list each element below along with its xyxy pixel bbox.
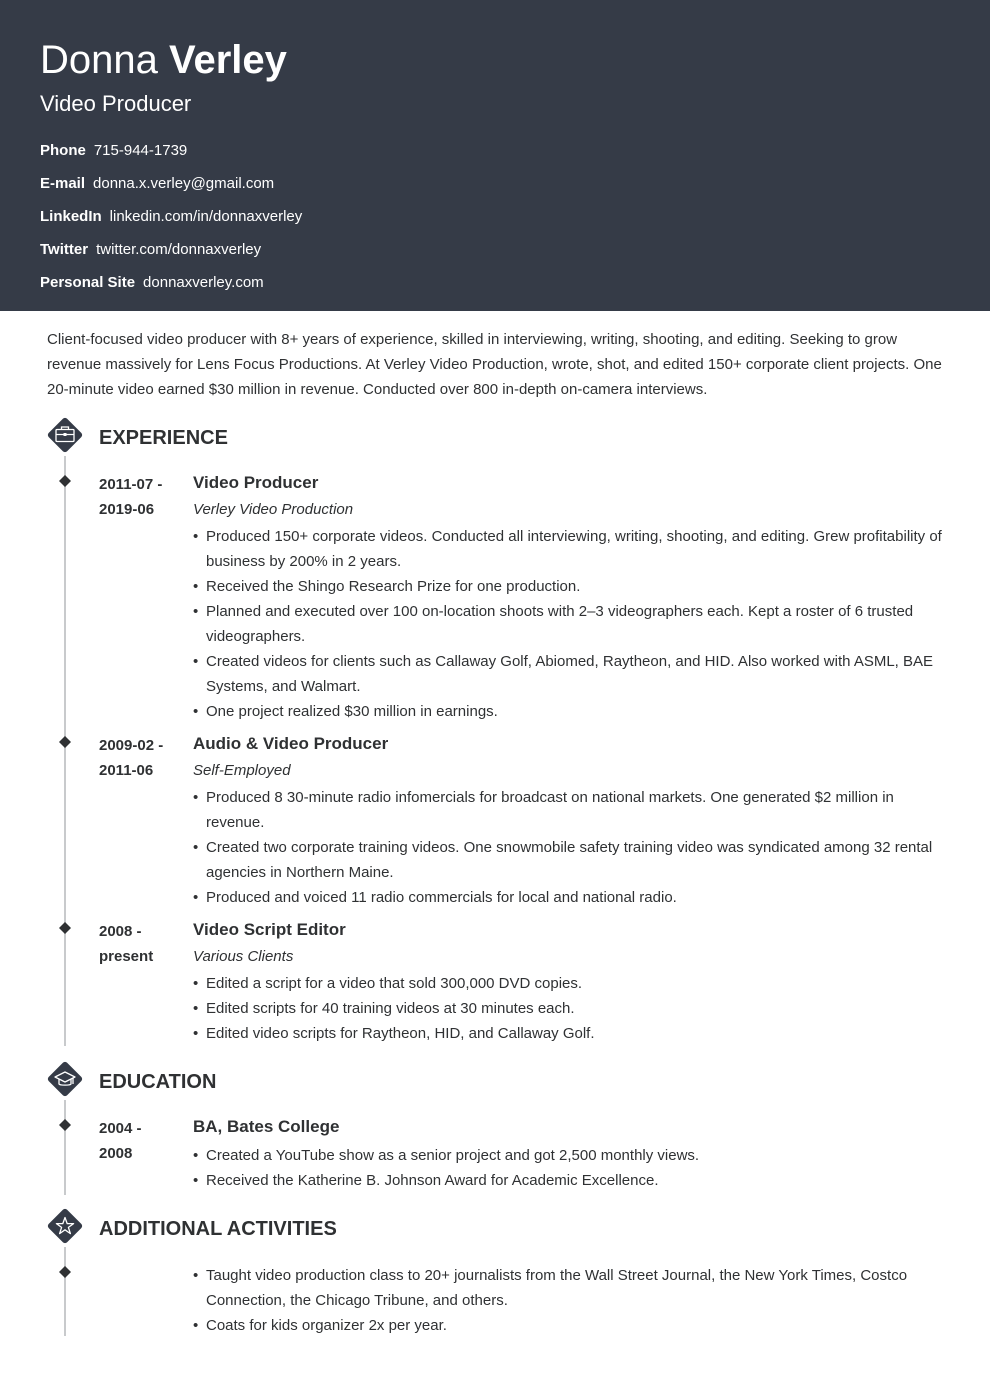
list-item: • Produced and voiced 11 radio commercials for local and national radio. — [193, 885, 948, 910]
summary-paragraph: Client-focused video producer with 8+ years of experience, skilled in interviewing, writing, shooting, and editing. Seeking to grow revenue massively for Lens Focus Productions. At Verley Video Production, wrote, shot, and edited 150+ corporate client projects. One 20-minute video earned $30 million in revenue. Conducted over 800 in-depth on-camera interviews. — [47, 331, 942, 398]
timeline-line — [64, 456, 66, 1046]
timeline-line — [64, 1247, 66, 1336]
entry-bullets — [193, 971, 948, 1046]
resume-header — [0, 0, 990, 311]
section-title-experience: EXPERIENCE — [99, 427, 228, 449]
job-title: Video Producer — [40, 91, 192, 116]
contact-phone — [40, 140, 302, 173]
contact-label: Twitter — [40, 241, 89, 258]
entry-date — [99, 919, 179, 969]
list-item: • Received the Katherine B. Johnson Award for Academic Excellence. — [193, 1168, 948, 1193]
entry-org: Verley Video Production — [193, 501, 354, 518]
list-item: • Coats for kids organizer 2x per year. — [193, 1313, 948, 1338]
entry-org: Self-Employed — [193, 762, 291, 779]
entry-body — [193, 1263, 948, 1338]
list-item: • Created two corporate training videos. One snowmobile safety training video was syndicated among 32 rental agencies in Northern Maine. — [193, 835, 948, 885]
entry-date — [99, 472, 179, 522]
linkedin-value[interactable]: linkedin.com/in/donnaxverley — [109, 208, 303, 225]
list-item: • One project realized $30 million in earnings. — [193, 699, 948, 724]
list-item: • Created videos for clients such as Callaway Golf, Abiomed, Raytheon, and HID. Also worked with ASML, BAE Systems, and Walmart. — [193, 649, 948, 699]
list-item: • Edited video scripts for Raytheon, HID, and Callaway Golf. — [193, 1021, 948, 1046]
date-start: 2008 - — [99, 923, 142, 940]
list-item: • Received the Shingo Research Prize for one production. — [193, 574, 948, 599]
date-end: 2008 — [99, 1145, 133, 1162]
section-title-activities: ADDITIONAL ACTIVITIES — [99, 1218, 337, 1240]
date-start: 2011-07 - — [99, 476, 163, 493]
contact-linkedin — [40, 206, 302, 239]
timeline-diamond-icon — [59, 1266, 71, 1278]
entry-title: Video Script Editor — [193, 920, 346, 939]
list-item: • Produced 8 30-minute radio infomercials for broadcast on national markets. One generated $2 million in revenue. — [193, 785, 948, 835]
date-start: 2004 - — [99, 1120, 142, 1137]
timeline-diamond-icon — [59, 922, 71, 934]
date-end: 2011-06 — [99, 762, 154, 779]
contact-personal-site — [40, 272, 302, 305]
timeline-diamond-icon — [59, 736, 71, 748]
candidate-name — [40, 37, 287, 83]
entry-bullets — [193, 785, 948, 910]
timeline-diamond-icon — [59, 1119, 71, 1131]
entry-body — [193, 1116, 948, 1193]
personal-site-value[interactable]: donnaxverley.com — [143, 274, 264, 291]
contact-label: LinkedIn — [40, 208, 102, 225]
entry-title: BA, Bates College — [193, 1117, 340, 1136]
entry-body — [193, 472, 948, 724]
entry-title: Video Producer — [193, 473, 319, 492]
entry-bullets — [193, 1143, 948, 1193]
list-item: • Created a YouTube show as a senior project and got 2,500 monthly views. — [193, 1143, 948, 1168]
email-value[interactable]: donna.x.verley@gmail.com — [93, 175, 275, 192]
contact-list — [40, 140, 302, 305]
entry-title: Audio & Video Producer — [193, 734, 389, 753]
star-icon — [44, 1205, 86, 1247]
list-item: • Edited scripts for 40 training videos at 30 minutes each. — [193, 996, 948, 1021]
briefcase-icon — [44, 414, 86, 456]
contact-label: Personal Site — [40, 274, 136, 291]
entry-bullets — [193, 524, 948, 724]
entry-body — [193, 919, 948, 1046]
twitter-value[interactable]: twitter.com/donnaxverley — [96, 241, 262, 258]
date-end: 2019-06 — [99, 501, 155, 518]
contact-label: E-mail — [40, 175, 86, 192]
phone-value: 715-944-1739 — [93, 142, 188, 159]
last-name: Verley — [169, 38, 287, 82]
list-item: • Edited a script for a video that sold 300,000 DVD copies. — [193, 971, 948, 996]
list-item: • Planned and executed over 100 on-location shoots with 2–3 videographers each. Kept a roster of 6 trusted videographers. — [193, 599, 948, 649]
contact-twitter — [40, 239, 302, 272]
first-name: Donna — [40, 38, 158, 82]
contact-email — [40, 173, 302, 206]
entry-bullets — [193, 1263, 948, 1338]
contact-label: Phone — [40, 142, 86, 159]
entry-date — [99, 733, 179, 783]
entry-org: Various Clients — [193, 948, 294, 965]
section-title-education: EDUCATION — [99, 1071, 217, 1093]
timeline-diamond-icon — [59, 475, 71, 487]
date-start: 2009-02 - — [99, 737, 164, 754]
entry-date — [99, 1116, 179, 1166]
graduation-cap-icon — [44, 1058, 86, 1100]
entry-body — [193, 733, 948, 910]
list-item: • Produced 150+ corporate videos. Conducted all interviewing, writing, shooting, and editing. Grew profitability of business by 200% in 2 years. — [193, 524, 948, 574]
date-end: present — [99, 948, 154, 965]
list-item: • Taught video production class to 20+ journalists from the Wall Street Journal, the New York Times, Costco Connection, the Chicago Tribune, and others. — [193, 1263, 948, 1313]
timeline-line — [64, 1100, 66, 1195]
